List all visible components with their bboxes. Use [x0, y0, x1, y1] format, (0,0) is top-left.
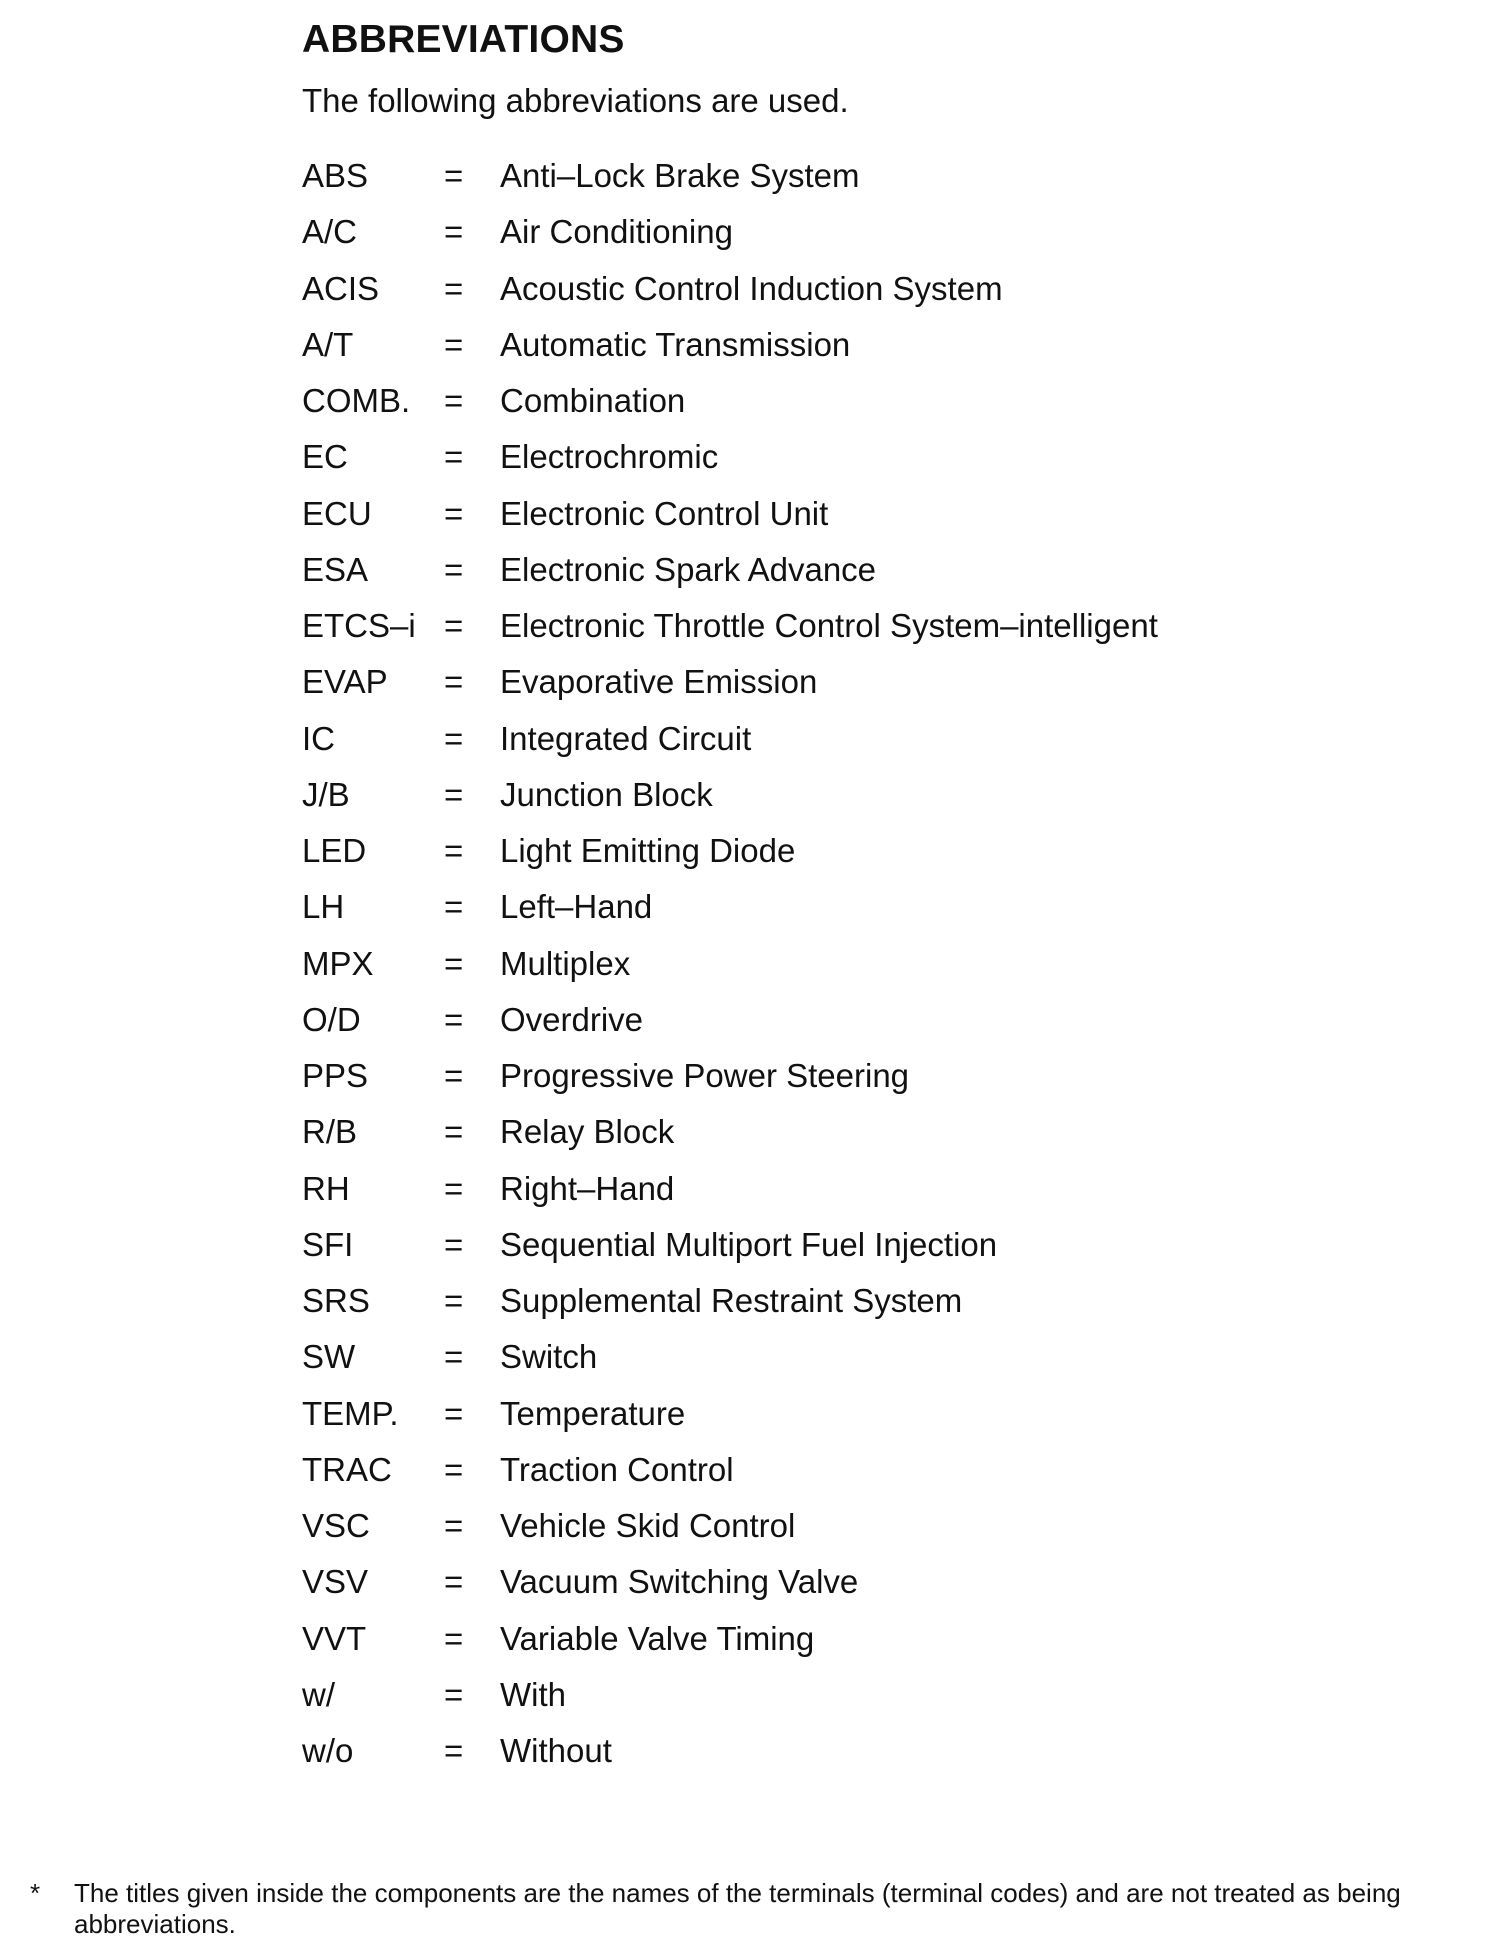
abbreviation-term: A/T: [302, 325, 354, 363]
abbreviation-term: J/B: [302, 775, 350, 813]
abbreviation-term: VVT: [302, 1619, 367, 1657]
equals-sign: =: [444, 1338, 464, 1376]
abbreviation-term: EC: [302, 438, 348, 476]
equals-sign: =: [444, 1507, 464, 1544]
abbreviation-meaning: Automatic Transmission: [500, 325, 851, 363]
abbreviation-term: SW: [302, 1338, 356, 1376]
equals-sign: =: [444, 775, 464, 813]
equals-sign: =: [444, 832, 464, 869]
equals-sign: =: [444, 607, 464, 644]
abbreviation-term: LED: [302, 832, 367, 869]
abbreviation-meaning: Sequential Multiport Fuel Injection: [500, 1225, 998, 1263]
abbreviation-term: EVAP: [302, 663, 388, 701]
abbreviation-term: SFI: [302, 1225, 354, 1263]
abbreviation-term: TRAC: [302, 1450, 392, 1488]
abbreviation-meaning: Vacuum Switching Valve: [500, 1563, 859, 1601]
abbreviation-term: ABS: [302, 157, 369, 194]
footnote-text: The titles given inside the components are the names of the terminals (terminal codes) and are not treated as being abbreviations.: [74, 1878, 1401, 1939]
abbreviation-term: R/B: [302, 1113, 358, 1151]
equals-sign: =: [444, 325, 464, 363]
abbreviation-term: VSC: [302, 1507, 370, 1544]
equals-sign: =: [444, 213, 464, 251]
equals-sign: =: [444, 1113, 464, 1151]
equals-sign: =: [444, 663, 464, 701]
equals-sign: =: [444, 1450, 464, 1488]
asterisk-icon: *: [30, 1878, 41, 1908]
equals-sign: =: [444, 1732, 464, 1769]
intro-text: The following abbreviations are used.: [302, 82, 849, 119]
page-title: ABBREVIATIONS: [302, 18, 625, 61]
abbreviation-meaning: Switch: [500, 1338, 598, 1376]
abbreviation-meaning: Electrochromic: [500, 438, 719, 476]
abbreviation-meaning: Relay Block: [500, 1113, 675, 1151]
abbreviation-term: MPX: [302, 944, 374, 982]
abbreviation-meaning: Variable Valve Timing: [500, 1619, 815, 1657]
abbreviation-meaning: Progressive Power Steering: [500, 1057, 910, 1094]
abbreviation-term: A/C: [302, 213, 358, 251]
abbreviation-meaning: Multiplex: [500, 944, 631, 982]
equals-sign: =: [444, 1675, 464, 1713]
abbreviation-meaning: Acoustic Control Induction System: [500, 269, 1003, 307]
abbreviation-meaning: Air Conditioning: [500, 213, 733, 251]
equals-sign: =: [444, 269, 464, 307]
abbreviation-term: SRS: [302, 1282, 370, 1319]
abbreviation-meaning: Electronic Control Unit: [500, 494, 829, 532]
abbreviation-meaning: Electronic Throttle Control System–intelligent: [500, 607, 1158, 644]
abbreviation-meaning: Junction Block: [500, 775, 713, 813]
equals-sign: =: [444, 1394, 464, 1432]
abbreviation-meaning: Light Emitting Diode: [500, 832, 796, 869]
equals-sign: =: [444, 550, 464, 588]
abbreviation-term: ESA: [302, 550, 369, 588]
equals-sign: =: [444, 157, 464, 194]
equals-sign: =: [444, 1225, 464, 1263]
abbreviation-meaning: Temperature: [500, 1394, 686, 1432]
equals-sign: =: [444, 1619, 464, 1657]
abbreviation-term: w/o: [302, 1732, 354, 1769]
equals-sign: =: [444, 1282, 464, 1319]
abbreviation-meaning: With: [500, 1675, 566, 1713]
abbreviation-meaning: Supplemental Restraint System: [500, 1282, 963, 1319]
abbreviation-term: ECU: [302, 494, 372, 532]
abbreviation-meaning: Right–Hand: [500, 1169, 675, 1207]
abbreviation-term: PPS: [302, 1057, 369, 1094]
abbreviation-meaning: Evaporative Emission: [500, 663, 818, 701]
abbreviation-term: ETCS–i: [302, 607, 416, 644]
equals-sign: =: [444, 494, 464, 532]
abbreviation-term: RH: [302, 1169, 350, 1207]
abbreviation-meaning: Without: [500, 1732, 612, 1769]
abbreviation-meaning: Left–Hand: [500, 888, 653, 926]
abbreviation-meaning: Overdrive: [500, 1000, 644, 1038]
equals-sign: =: [444, 438, 464, 476]
abbreviation-meaning: Electronic Spark Advance: [500, 550, 877, 588]
equals-sign: =: [444, 382, 464, 419]
equals-sign: =: [444, 1169, 464, 1207]
abbreviation-term: COMB.: [302, 382, 411, 419]
abbreviation-meaning: Anti–Lock Brake System: [500, 157, 860, 194]
abbreviation-meaning: Vehicle Skid Control: [500, 1507, 796, 1544]
abbreviation-term: VSV: [302, 1563, 369, 1601]
abbreviation-term: LH: [302, 888, 345, 926]
equals-sign: =: [444, 1000, 464, 1038]
equals-sign: =: [444, 944, 464, 982]
equals-sign: =: [444, 1563, 464, 1601]
abbreviation-meaning: Combination: [500, 382, 686, 419]
equals-sign: =: [444, 888, 464, 926]
abbreviation-term: ACIS: [302, 269, 380, 307]
abbreviation-term: w/: [302, 1675, 335, 1713]
abbreviation-term: O/D: [302, 1000, 361, 1038]
equals-sign: =: [444, 1057, 464, 1094]
abbreviation-meaning: Traction Control: [500, 1450, 734, 1488]
abbreviation-meaning: Integrated Circuit: [500, 719, 752, 757]
abbreviation-term: TEMP.: [302, 1394, 399, 1432]
equals-sign: =: [444, 719, 464, 757]
abbreviation-term: IC: [302, 719, 335, 757]
